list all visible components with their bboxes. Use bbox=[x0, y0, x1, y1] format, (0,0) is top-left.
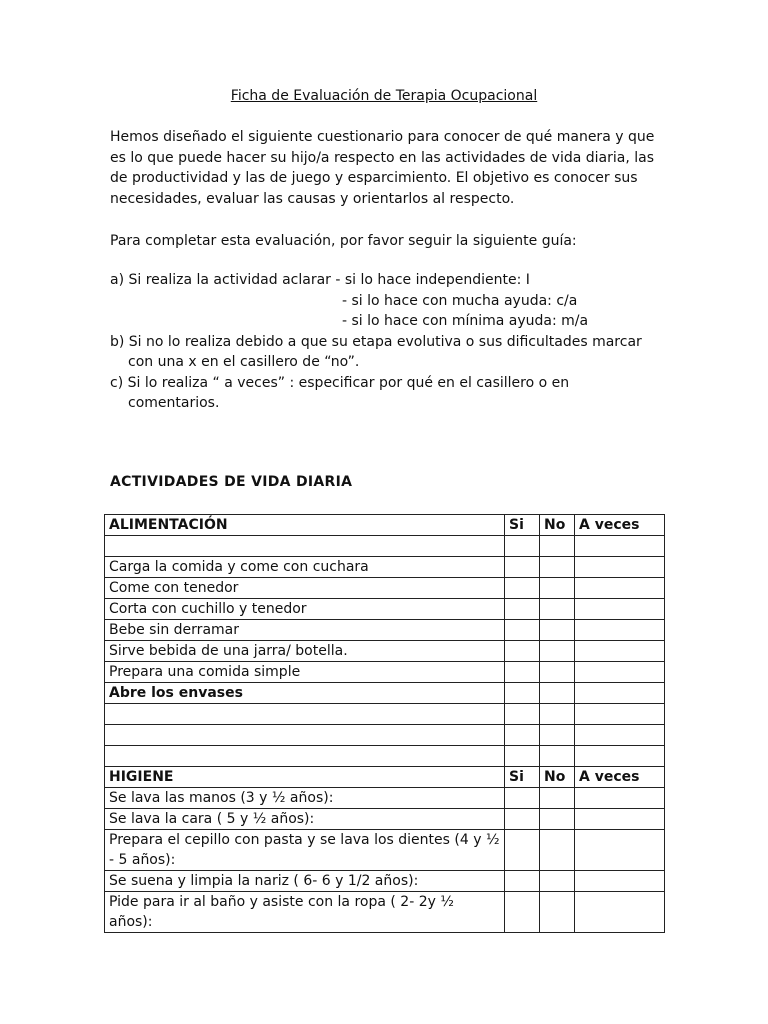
a-veces-cell[interactable] bbox=[575, 662, 665, 683]
no-checkbox-cell[interactable] bbox=[540, 809, 575, 830]
activity-cell bbox=[105, 704, 505, 725]
guide-list bbox=[110, 270, 670, 414]
no-checkbox-cell[interactable] bbox=[540, 892, 575, 933]
no-checkbox-cell[interactable] bbox=[540, 578, 575, 599]
a-veces-cell[interactable] bbox=[575, 704, 665, 725]
no-checkbox-cell[interactable] bbox=[540, 830, 575, 871]
no-checkbox-cell[interactable] bbox=[540, 620, 575, 641]
no-checkbox-cell[interactable] bbox=[540, 704, 575, 725]
si-checkbox-cell[interactable] bbox=[505, 871, 540, 892]
table-row bbox=[105, 788, 665, 809]
activity-cell: Carga la comida y come con cuchara bbox=[105, 557, 505, 578]
no-checkbox-cell[interactable] bbox=[540, 725, 575, 746]
document-title: Ficha de Evaluación de Terapia Ocupacional bbox=[230, 88, 538, 104]
table-row bbox=[105, 892, 665, 933]
guide-item-c: c) Si lo realiza “ a veces” : especificar por qué en el casillero o en bbox=[110, 374, 570, 391]
activity-cell: Se lava las manos (3 y ½ años): bbox=[105, 788, 505, 809]
no-checkbox-cell[interactable] bbox=[540, 599, 575, 620]
table-row bbox=[105, 830, 665, 871]
no-checkbox-cell[interactable] bbox=[540, 662, 575, 683]
table-row bbox=[105, 578, 665, 599]
si-checkbox-cell[interactable] bbox=[505, 725, 540, 746]
si-checkbox-cell[interactable] bbox=[505, 704, 540, 725]
si-checkbox-cell[interactable] bbox=[505, 557, 540, 578]
table-row bbox=[105, 599, 665, 620]
activity-cell: Se suena y limpia la nariz ( 6- 6 y 1/2 años): bbox=[105, 871, 505, 892]
a-veces-cell[interactable] bbox=[575, 871, 665, 892]
no-checkbox-cell[interactable] bbox=[540, 683, 575, 704]
a-veces-cell[interactable] bbox=[575, 809, 665, 830]
a-veces-cell[interactable] bbox=[575, 725, 665, 746]
table-row bbox=[105, 536, 665, 557]
si-checkbox-cell[interactable] bbox=[505, 746, 540, 767]
no-checkbox-cell[interactable] bbox=[540, 557, 575, 578]
table-header-activity: ALIMENTACIÓN bbox=[105, 515, 505, 536]
activity-cell: Abre los envases bbox=[105, 683, 505, 704]
activity-cell: Bebe sin derramar bbox=[105, 620, 505, 641]
guide-intro: Para completar esta evaluación, por favor seguir la siguiente guía: bbox=[110, 233, 577, 249]
activity-cell: Corta con cuchillo y tenedor bbox=[105, 599, 505, 620]
hygiene-table bbox=[104, 766, 665, 933]
a-veces-cell[interactable] bbox=[575, 599, 665, 620]
feeding-table bbox=[104, 514, 665, 767]
guide-item-a-option: - si lo hace con mucha ayuda: c/a bbox=[342, 292, 578, 309]
si-checkbox-cell[interactable] bbox=[505, 892, 540, 933]
a-veces-cell[interactable] bbox=[575, 683, 665, 704]
a-veces-cell[interactable] bbox=[575, 557, 665, 578]
intro-paragraph: Hemos diseñado el siguiente cuestionario para conocer de qué manera y que es lo que puede hacer su hijo/a respecto en las actividades de vida diaria, las de productividad y las de juego y esparcimiento. El objetivo es conocer sus necesidades, evaluar las causas y orientarlos al respecto. bbox=[110, 129, 655, 207]
table-row bbox=[105, 683, 665, 704]
activity-cell: Sirve bebida de una jarra/ botella. bbox=[105, 641, 505, 662]
table-row bbox=[105, 725, 665, 746]
table-row bbox=[105, 704, 665, 725]
a-veces-cell[interactable] bbox=[575, 620, 665, 641]
si-checkbox-cell[interactable] bbox=[505, 641, 540, 662]
guide-item-a: a) Si realiza la actividad aclarar - si lo hace independiente: I bbox=[110, 272, 530, 288]
table-header-a-veces: A veces bbox=[575, 515, 665, 536]
guide-item-c-cont: comentarios. bbox=[128, 395, 220, 411]
guide-item-b: b) Si no lo realiza debido a que su etapa evolutiva o sus dificultades marcar bbox=[110, 333, 642, 350]
table-row bbox=[105, 641, 665, 662]
table-header-row bbox=[105, 767, 665, 788]
a-veces-cell[interactable] bbox=[575, 746, 665, 767]
a-veces-cell[interactable] bbox=[575, 641, 665, 662]
table-row bbox=[105, 809, 665, 830]
activity-cell bbox=[105, 536, 505, 557]
table-row bbox=[105, 620, 665, 641]
table-header-a-veces: A veces bbox=[575, 767, 665, 788]
activity-cell: Prepara una comida simple bbox=[105, 662, 505, 683]
no-checkbox-cell[interactable] bbox=[540, 871, 575, 892]
table-header-no: No bbox=[540, 515, 575, 536]
a-veces-cell[interactable] bbox=[575, 830, 665, 871]
table-row bbox=[105, 557, 665, 578]
a-veces-cell[interactable] bbox=[575, 536, 665, 557]
table-header-no: No bbox=[540, 767, 575, 788]
si-checkbox-cell[interactable] bbox=[505, 788, 540, 809]
table-header-row bbox=[105, 515, 665, 536]
si-checkbox-cell[interactable] bbox=[505, 683, 540, 704]
no-checkbox-cell[interactable] bbox=[540, 536, 575, 557]
si-checkbox-cell[interactable] bbox=[505, 599, 540, 620]
a-veces-cell[interactable] bbox=[575, 788, 665, 809]
activity-cell: Pide para ir al baño y asiste con la ropa ( 2- 2y ½ años): bbox=[105, 892, 505, 933]
si-checkbox-cell[interactable] bbox=[505, 620, 540, 641]
si-checkbox-cell[interactable] bbox=[505, 578, 540, 599]
table-row bbox=[105, 662, 665, 683]
a-veces-cell[interactable] bbox=[575, 578, 665, 599]
si-checkbox-cell[interactable] bbox=[505, 830, 540, 871]
no-checkbox-cell[interactable] bbox=[540, 788, 575, 809]
activity-cell bbox=[105, 746, 505, 767]
section-title: ACTIVIDADES DE VIDA DIARIA bbox=[110, 474, 353, 490]
si-checkbox-cell[interactable] bbox=[505, 809, 540, 830]
table-row bbox=[105, 871, 665, 892]
no-checkbox-cell[interactable] bbox=[540, 641, 575, 662]
a-veces-cell[interactable] bbox=[575, 892, 665, 933]
activity-cell: Se lava la cara ( 5 y ½ años): bbox=[105, 809, 505, 830]
table-header-si: Si bbox=[505, 515, 540, 536]
si-checkbox-cell[interactable] bbox=[505, 536, 540, 557]
guide-item-b-cont: con una x en el casillero de “no”. bbox=[128, 354, 360, 370]
guide-item-a-option: - si lo hace con mínima ayuda: m/a bbox=[342, 313, 589, 329]
no-checkbox-cell[interactable] bbox=[540, 746, 575, 767]
si-checkbox-cell[interactable] bbox=[505, 662, 540, 683]
activity-cell bbox=[105, 725, 505, 746]
activity-cell: Come con tenedor bbox=[105, 578, 505, 599]
table-header-si: Si bbox=[505, 767, 540, 788]
table-row bbox=[105, 746, 665, 767]
activity-cell: Prepara el cepillo con pasta y se lava los dientes (4 y ½ - 5 años): bbox=[105, 830, 505, 871]
table-header-activity: HIGIENE bbox=[105, 767, 505, 788]
